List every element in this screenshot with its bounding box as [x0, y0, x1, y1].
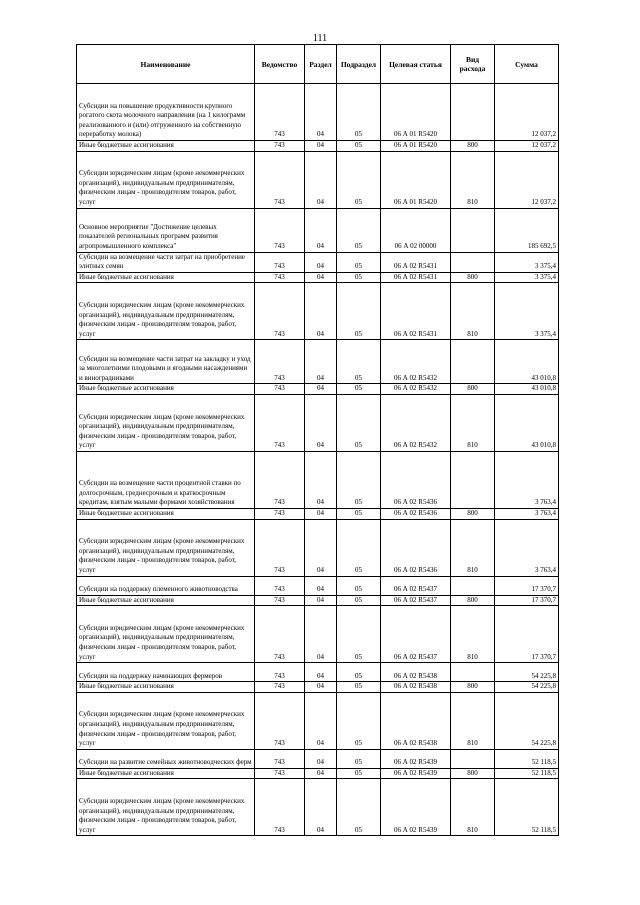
cell-podrazdel: 05 — [337, 283, 381, 340]
cell-vid-raskhoda: 810 — [451, 779, 495, 836]
cell-podrazdel: 05 — [337, 692, 381, 749]
cell-name: Иные бюджетные ассигнования — [77, 508, 255, 519]
cell-statya: 06 А 02 R5432 — [381, 340, 451, 384]
cell-name: Основное мероприятие "Достижение целевых показателей региональных программ развития агропромышленного комплекса" — [77, 208, 255, 252]
cell-razdel: 04 — [305, 692, 337, 749]
cell-statya: 06 А 02 00000 — [381, 208, 451, 252]
cell-summa: 52 118,5 — [495, 779, 559, 836]
cell-vedomstvo: 743 — [255, 692, 305, 749]
cell-razdel: 04 — [305, 340, 337, 384]
cell-vid-raskhoda: 800 — [451, 508, 495, 519]
header-name: Наименование — [77, 45, 255, 84]
cell-vedomstvo: 743 — [255, 84, 305, 141]
table-row — [77, 768, 559, 779]
table-row — [77, 663, 559, 682]
cell-vedomstvo: 743 — [255, 779, 305, 836]
table-row — [77, 576, 559, 595]
cell-vid-raskhoda: 800 — [451, 141, 495, 152]
table-row — [77, 692, 559, 749]
table-row — [77, 340, 559, 384]
cell-podrazdel: 05 — [337, 576, 381, 595]
table-row — [77, 451, 559, 508]
cell-vid-raskhoda — [451, 749, 495, 768]
cell-statya: 06 А 01 R5420 — [381, 141, 451, 152]
cell-razdel: 04 — [305, 141, 337, 152]
table-row — [77, 519, 559, 576]
cell-podrazdel: 05 — [337, 151, 381, 208]
header-podrazdel: Подраздел — [337, 45, 381, 84]
cell-summa: 3 763,4 — [495, 451, 559, 508]
cell-vedomstvo: 743 — [255, 606, 305, 663]
cell-summa: 43 010,8 — [495, 340, 559, 384]
cell-statya: 06 А 02 R5432 — [381, 384, 451, 395]
cell-summa: 3 763,4 — [495, 519, 559, 576]
cell-summa: 52 118,5 — [495, 749, 559, 768]
cell-summa: 12 037,2 — [495, 84, 559, 141]
cell-name: Субсидии юридическим лицам (кроме некоммерческих организаций), индивидуальным предпринимателям, физическим лицам - производителям товаров, работ, услуг — [77, 779, 255, 836]
cell-razdel: 04 — [305, 84, 337, 141]
cell-razdel: 04 — [305, 749, 337, 768]
table-row — [77, 141, 559, 152]
table-body — [77, 84, 559, 836]
cell-podrazdel: 05 — [337, 519, 381, 576]
cell-name: Субсидии юридическим лицам (кроме некоммерческих организаций), индивидуальным предпринимателям, физическим лицам - производителям товаров, работ, услуг — [77, 151, 255, 208]
cell-podrazdel: 05 — [337, 272, 381, 283]
cell-name: Субсидии юридическим лицам (кроме некоммерческих организаций), индивидуальным предпринимателям, физическим лицам - производителям товаров, работ, услуг — [77, 519, 255, 576]
table-row — [77, 151, 559, 208]
budget-table — [76, 44, 559, 836]
cell-podrazdel: 05 — [337, 84, 381, 141]
table-row — [77, 272, 559, 283]
cell-name: Субсидии юридическим лицам (кроме некоммерческих организаций), индивидуальным предпринимателям, физическим лицам - производителям товаров, работ, услуг — [77, 606, 255, 663]
cell-summa: 3 375,4 — [495, 283, 559, 340]
table-row — [77, 508, 559, 519]
cell-razdel: 04 — [305, 768, 337, 779]
cell-vid-raskhoda: 800 — [451, 272, 495, 283]
cell-summa: 185 692,5 — [495, 208, 559, 252]
cell-vid-raskhoda — [451, 340, 495, 384]
cell-statya: 06 А 02 R5437 — [381, 595, 451, 606]
table-row — [77, 595, 559, 606]
cell-razdel: 04 — [305, 576, 337, 595]
cell-statya: 06 А 02 R5437 — [381, 576, 451, 595]
header-statya: Целевая статья — [381, 45, 451, 84]
cell-vid-raskhoda — [451, 576, 495, 595]
cell-podrazdel: 05 — [337, 508, 381, 519]
cell-vid-raskhoda: 800 — [451, 384, 495, 395]
cell-vedomstvo: 743 — [255, 151, 305, 208]
table-row — [77, 394, 559, 451]
cell-vid-raskhoda — [451, 451, 495, 508]
cell-vid-raskhoda: 800 — [451, 595, 495, 606]
cell-podrazdel: 05 — [337, 252, 381, 272]
cell-summa: 43 010,8 — [495, 394, 559, 451]
cell-summa: 17 370,7 — [495, 576, 559, 595]
cell-summa: 3 375,4 — [495, 252, 559, 272]
cell-name: Субсидии на повышение продуктивности крупного рогатого скота молочного направления (на 1 килограмм реализованного и (или) отгруженного на собственную переработку молока) — [77, 84, 255, 141]
table-row — [77, 606, 559, 663]
cell-statya: 06 А 02 R5431 — [381, 252, 451, 272]
table-row — [77, 252, 559, 272]
cell-name: Иные бюджетные ассигнования — [77, 384, 255, 395]
table-row — [77, 84, 559, 141]
cell-vedomstvo: 743 — [255, 384, 305, 395]
cell-podrazdel: 05 — [337, 451, 381, 508]
cell-name: Субсидии юридическим лицам (кроме некоммерческих организаций), индивидуальным предпринимателям, физическим лицам - производителям товаров, работ, услуг — [77, 692, 255, 749]
cell-summa: 52 118,5 — [495, 768, 559, 779]
cell-podrazdel: 05 — [337, 749, 381, 768]
cell-statya: 06 А 02 R5438 — [381, 663, 451, 682]
header-summa: Сумма — [495, 45, 559, 84]
cell-podrazdel: 05 — [337, 208, 381, 252]
cell-name: Иные бюджетные ассигнования — [77, 595, 255, 606]
table-row — [77, 749, 559, 768]
cell-name: Субсидии на возмещение части затрат на закладку и уход за многолетними плодовыми и ягодными насаждениями и виноградниками — [77, 340, 255, 384]
cell-name: Субсидии юридическим лицам (кроме некоммерческих организаций), индивидуальным предпринимателям, физическим лицам - производителям товаров, работ, услуг — [77, 283, 255, 340]
cell-razdel: 04 — [305, 394, 337, 451]
cell-razdel: 04 — [305, 208, 337, 252]
cell-podrazdel: 05 — [337, 663, 381, 682]
cell-razdel: 04 — [305, 606, 337, 663]
cell-vedomstvo: 743 — [255, 508, 305, 519]
header-razdel: Раздел — [305, 45, 337, 84]
cell-vedomstvo: 743 — [255, 768, 305, 779]
cell-summa: 17 370,7 — [495, 595, 559, 606]
cell-vid-raskhoda: 810 — [451, 692, 495, 749]
cell-statya: 06 А 02 R5436 — [381, 508, 451, 519]
cell-vedomstvo: 743 — [255, 451, 305, 508]
cell-statya: 06 А 02 R5436 — [381, 519, 451, 576]
cell-summa: 54 225,8 — [495, 692, 559, 749]
cell-vid-raskhoda — [451, 208, 495, 252]
cell-podrazdel: 05 — [337, 768, 381, 779]
cell-name: Иные бюджетные ассигнования — [77, 272, 255, 283]
cell-vid-raskhoda: 810 — [451, 283, 495, 340]
cell-statya: 06 А 01 R5420 — [381, 84, 451, 141]
cell-name: Субсидии на развитие семейных животноводческих ферм — [77, 749, 255, 768]
cell-razdel: 04 — [305, 519, 337, 576]
cell-razdel: 04 — [305, 508, 337, 519]
cell-summa: 12 037,2 — [495, 141, 559, 152]
cell-name: Иные бюджетные ассигнования — [77, 682, 255, 693]
cell-vedomstvo: 743 — [255, 595, 305, 606]
table-row — [77, 208, 559, 252]
cell-statya: 06 А 01 R5420 — [381, 151, 451, 208]
cell-summa: 3 763,4 — [495, 508, 559, 519]
cell-razdel: 04 — [305, 663, 337, 682]
cell-razdel: 04 — [305, 252, 337, 272]
cell-name: Иные бюджетные ассигнования — [77, 141, 255, 152]
cell-vedomstvo: 743 — [255, 394, 305, 451]
cell-podrazdel: 05 — [337, 595, 381, 606]
table-row — [77, 779, 559, 836]
cell-vedomstvo: 743 — [255, 682, 305, 693]
cell-statya: 06 А 02 R5431 — [381, 283, 451, 340]
cell-statya: 06 А 02 R5438 — [381, 682, 451, 693]
cell-podrazdel: 05 — [337, 384, 381, 395]
cell-vid-raskhoda — [451, 84, 495, 141]
cell-vid-raskhoda: 810 — [451, 606, 495, 663]
cell-name: Субсидии на поддержку племенного животноводства — [77, 576, 255, 595]
cell-statya: 06 А 02 R5432 — [381, 394, 451, 451]
cell-razdel: 04 — [305, 151, 337, 208]
cell-podrazdel: 05 — [337, 394, 381, 451]
cell-name: Субсидии на поддержку начинающих фермеров — [77, 663, 255, 682]
cell-summa: 43 010,8 — [495, 384, 559, 395]
cell-vid-raskhoda: 810 — [451, 394, 495, 451]
cell-statya: 06 А 02 R5439 — [381, 779, 451, 836]
cell-podrazdel: 05 — [337, 779, 381, 836]
cell-razdel: 04 — [305, 779, 337, 836]
cell-summa: 3 375,4 — [495, 272, 559, 283]
cell-vedomstvo: 743 — [255, 208, 305, 252]
cell-statya: 06 А 02 R5436 — [381, 451, 451, 508]
cell-vedomstvo: 743 — [255, 141, 305, 152]
header-vedomstvo: Ведомство — [255, 45, 305, 84]
cell-podrazdel: 05 — [337, 606, 381, 663]
cell-summa: 12 037,2 — [495, 151, 559, 208]
table-row — [77, 682, 559, 693]
cell-statya: 06 А 02 R5438 — [381, 692, 451, 749]
cell-razdel: 04 — [305, 272, 337, 283]
cell-vid-raskhoda — [451, 252, 495, 272]
cell-vid-raskhoda: 800 — [451, 768, 495, 779]
cell-name: Субсидии на возмещение части процентной ставки по долгосрочным, среднесрочным и краткосрочным кредитам, взятым малыми формами хозяйствования — [77, 451, 255, 508]
table-header-row — [77, 45, 559, 84]
cell-vedomstvo: 743 — [255, 272, 305, 283]
cell-statya: 06 А 02 R5431 — [381, 272, 451, 283]
cell-vid-raskhoda: 800 — [451, 682, 495, 693]
cell-vedomstvo: 743 — [255, 340, 305, 384]
cell-vedomstvo: 743 — [255, 663, 305, 682]
cell-name: Субсидии юридическим лицам (кроме некоммерческих организаций), индивидуальным предпринимателям, физическим лицам - производителям товаров, работ, услуг — [77, 394, 255, 451]
cell-name: Иные бюджетные ассигнования — [77, 768, 255, 779]
header-vid-raskhoda: Вид расхода — [451, 45, 495, 84]
cell-razdel: 04 — [305, 384, 337, 395]
page-number: 111 — [312, 33, 328, 44]
cell-razdel: 04 — [305, 682, 337, 693]
cell-vedomstvo: 743 — [255, 519, 305, 576]
cell-podrazdel: 05 — [337, 340, 381, 384]
table-row — [77, 384, 559, 395]
cell-podrazdel: 05 — [337, 141, 381, 152]
cell-statya: 06 А 02 R5439 — [381, 768, 451, 779]
cell-summa: 54 225,8 — [495, 682, 559, 693]
cell-vedomstvo: 743 — [255, 576, 305, 595]
cell-summa: 54 225,8 — [495, 663, 559, 682]
cell-razdel: 04 — [305, 283, 337, 340]
cell-vid-raskhoda — [451, 663, 495, 682]
cell-razdel: 04 — [305, 595, 337, 606]
cell-name: Субсидии на возмещение части затрат на приобретение элитных семян — [77, 252, 255, 272]
cell-summa: 17 370,7 — [495, 606, 559, 663]
cell-vedomstvo: 743 — [255, 252, 305, 272]
table-row — [77, 283, 559, 340]
cell-statya: 06 А 02 R5437 — [381, 606, 451, 663]
cell-vedomstvo: 743 — [255, 749, 305, 768]
cell-vid-raskhoda: 810 — [451, 151, 495, 208]
cell-vid-raskhoda: 810 — [451, 519, 495, 576]
cell-vedomstvo: 743 — [255, 283, 305, 340]
cell-razdel: 04 — [305, 451, 337, 508]
cell-podrazdel: 05 — [337, 682, 381, 693]
cell-statya: 06 А 02 R5439 — [381, 749, 451, 768]
